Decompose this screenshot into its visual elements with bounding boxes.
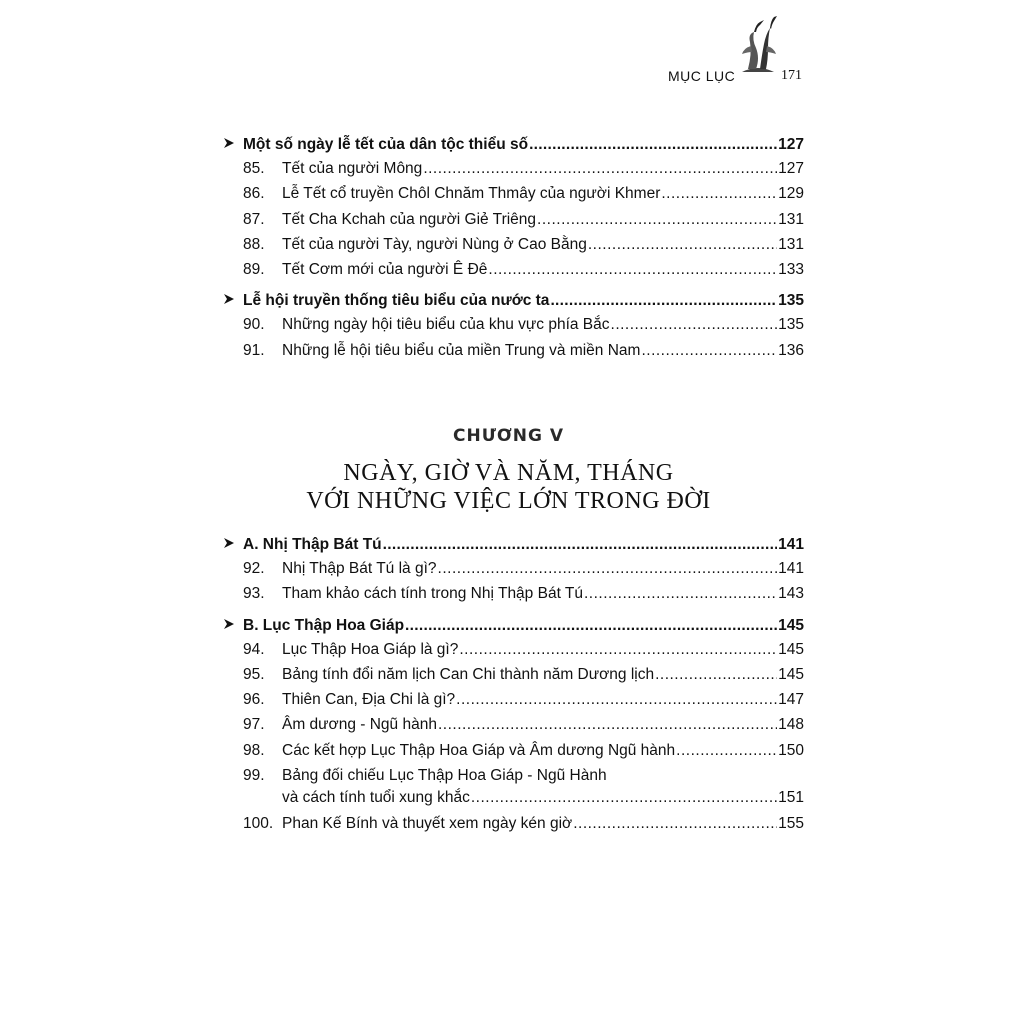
entry-line [243,535,804,555]
entry-number: 94. [243,640,265,658]
dot-leader [641,341,777,361]
dot-leader [423,159,777,179]
entry-page-number: 148 [778,716,804,734]
entry-page-number: 155 [778,815,804,833]
entry-number: 91. [243,341,265,359]
toc-section-entry [224,616,804,640]
entry-title: Những ngày hội tiêu biểu của khu vực phía Bắc [282,316,610,334]
arrow-bullet-icon [222,136,236,150]
entry-title: Tham khảo cách tính trong Nhị Thập Bát Tú [282,585,583,603]
entry-page-number: 131 [778,210,804,228]
entry-page-number: 143 [778,585,804,603]
entry-title: Lễ hội truyền thống tiêu biểu của nước ta [243,292,550,310]
entry-page-number: 136 [778,341,804,359]
entry-title: Âm dương - Ngũ hành [282,716,437,734]
toc-block-1 [224,135,804,366]
entry-title: Tết của người Tày, người Nùng ở Cao Bằng [282,235,587,253]
header-title: MỤC LỤC [668,68,736,84]
entry-line [282,665,804,685]
dot-leader [438,715,777,735]
toc-entry [224,715,804,740]
dot-leader [550,291,777,311]
entry-line [282,584,804,604]
toc-entry [224,690,804,715]
dot-leader [573,814,777,834]
toc-section-entry [224,535,804,559]
toc-entry [224,665,804,690]
entry-line [282,235,804,255]
entry-title: Một số ngày lễ tết của dân tộc thiểu số [243,136,529,153]
entry-number: 98. [243,741,265,759]
entry-line [282,341,804,361]
header-page-number: 171 [781,68,802,83]
entry-page-number: 135 [778,316,804,334]
dot-leader [655,665,777,685]
entry-line [282,715,804,735]
entry-title: B. Lục Thập Hoa Giáp [243,616,405,634]
entry-line [243,616,804,636]
entry-number: 93. [243,585,265,603]
entry-title: Các kết hợp Lục Thập Hoa Giáp và Âm dương Ngũ hành [282,741,676,759]
entry-line [282,159,804,179]
dot-leader [438,559,778,579]
toc-entry [224,766,804,814]
dot-leader [611,315,778,335]
entry-line [243,135,804,155]
toc-section-entry [224,291,804,315]
entry-title: Lục Thập Hoa Giáp là gì? [282,640,459,658]
dot-leader [456,690,777,710]
dot-leader [471,788,777,808]
entry-line [282,315,804,335]
entry-number: 97. [243,716,265,734]
entry-page-number: 141 [778,560,804,577]
entry-title: và cách tính tuổi xung khắc [282,789,470,807]
dot-leader [588,235,777,255]
entry-page-number: 151 [778,789,804,807]
dot-leader [537,210,777,230]
entry-line [282,260,804,280]
toc-entry [224,584,804,609]
entry-line [282,690,804,710]
entry-page-number: 141 [778,536,804,553]
entry-line [282,559,804,579]
toc-entry [224,315,804,340]
chapter-title-line-2: VỚI NHỮNG VIỆC LỚN TRONG ĐỜI [306,488,711,514]
toc-entry [224,741,804,766]
entry-line [243,291,804,311]
toc-entry [224,235,804,260]
entry-line [282,184,804,204]
dot-leader [676,741,777,761]
entry-page-number: 145 [778,665,804,683]
toc-entry [224,341,804,366]
entry-line [282,788,804,808]
entry-title: Tết Cha Kchah của người Giẻ Triêng [282,210,537,228]
entry-page-number: 145 [778,640,804,658]
entry-page-number: 150 [778,741,804,759]
arrow-bullet-icon [222,292,236,306]
cranes-on-turtle-icon [738,14,778,76]
entry-page-number: 127 [778,160,804,177]
toc-entry [224,159,804,184]
entry-title: Thiên Can, Địa Chi là gì? [282,691,456,709]
entry-number: 88. [243,235,265,253]
entry-title: Tết Cơm mới của người Ê Đê [282,261,488,279]
entry-page-number: 133 [778,261,804,279]
arrow-bullet-icon [222,536,236,550]
entry-title: Bảng tính đổi năm lịch Can Chi thành năm Dương lịch [282,665,655,683]
entry-number: 100. [243,815,274,833]
entry-number: 99. [243,767,265,785]
dot-leader [661,184,777,204]
dot-leader [383,535,777,555]
dot-leader [405,616,777,636]
chapter-title-line-1: NGÀY, GIỜ VÀ NĂM, THÁNG [343,460,674,486]
entry-number: 92. [243,560,265,577]
entry-page-number: 145 [778,616,804,634]
toc-entry [224,210,804,235]
entry-line [282,210,804,230]
entry-number: 90. [243,316,265,334]
entry-number: 89. [243,261,265,279]
entry-number: 86. [243,185,265,203]
entry-title: Những lễ hội tiêu biểu của miền Trung và miền Nam [282,341,641,359]
dot-leader [584,584,777,604]
entry-line [282,814,804,834]
toc-entry [224,260,804,285]
toc-entry [224,814,804,839]
entry-page-number: 131 [778,235,804,253]
arrow-bullet-icon [222,617,236,631]
entry-title-line-1: Bảng đối chiếu Lục Thập Hoa Giáp - Ngũ Hành [282,767,607,785]
entry-number: 95. [243,665,265,683]
entry-number: 96. [243,691,265,709]
entry-number: 85. [243,160,265,177]
entry-number: 87. [243,210,265,228]
entry-title: Phan Kế Bính và thuyết xem ngày kén giờ [282,815,573,833]
entry-title: A. Nhị Thập Bát Tú [243,536,382,553]
entry-line [282,741,804,761]
dot-leader [488,260,777,280]
toc-block-2 [224,535,804,839]
toc-entry [224,640,804,665]
entry-page-number: 129 [778,185,804,203]
entry-line [282,640,804,660]
entry-page-number: 147 [778,691,804,709]
toc-section-entry [224,135,804,159]
chapter-label: CHƯƠNG V [452,426,564,446]
chapter-title [0,459,1017,515]
toc-entry [224,184,804,209]
toc-entry [224,559,804,584]
entry-title: Tết của người Mông [282,160,423,177]
dot-leader [459,640,777,660]
entry-title: Nhị Thập Bát Tú là gì? [282,560,437,577]
entry-page-number: 127 [778,136,804,153]
entry-page-number: 135 [778,292,804,310]
dot-leader [529,135,777,155]
entry-title: Lễ Tết cổ truyền Chôl Chnăm Thmây của người Khmer [282,185,661,203]
